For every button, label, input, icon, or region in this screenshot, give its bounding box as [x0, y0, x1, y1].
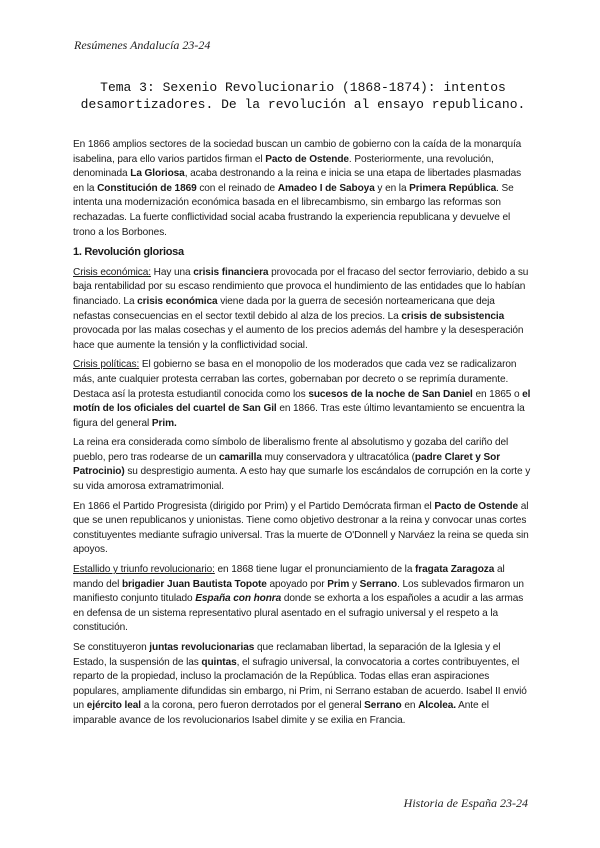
paragraph-crisis-economica: Crisis económica: Hay una crisis financiera provocada por el fracaso del sector ferroviario, debido a su baja rentabilidad por su escaso rendimiento que provoca el hundimiento de las entidades que lo habían financiado. La crisis económica viene dada por la guerra de secesión norteamericana que deja nefastas consecuencias en el sector textil debido al alza de los precios. La crisis de subsistencia provocada por las malas cosechas y el aumento de los precios además del hambre y la desesperación hace que aumente la tensión y la conflictividad social. — [73, 266, 529, 351]
document-body — [73, 138, 533, 734]
document-title: Tema 3: Sexenio Revolucionario (1868-1874): intentos desamortizadores. De la revolución al ensayo republicano. — [80, 80, 526, 112]
intro-paragraph: En 1866 amplios sectores de la sociedad buscan un cambio de gobierno con la caída de la monarquía isabelina, para ello varios partidos firman el Pacto de Ostende. Posteriormente, una revolución, denominada La Gloriosa, acaba destronando a la reina e inicia se una etapa de libertades plasmadas en la Constitución de 1869 con el reinado de Amadeo I de Saboya y en la Primera República. Se intenta una modernización económica basada en el librecambismo, sin embargo las reformas son rechazadas. La fuerte conflictividad social acaba frustrando la experiencia republicana y devuelve el trono a los Borbones. — [73, 139, 522, 238]
section-heading: 1. Revolución gloriosa — [73, 246, 184, 259]
page-header: Resúmenes Andalucía 23-24 — [74, 38, 211, 52]
paragraph-label: Crisis políticas: — [73, 359, 140, 371]
paragraph-label: Crisis económica: — [73, 266, 151, 278]
paragraph-label: Estallido y triunfo revolucionario: — [73, 564, 215, 576]
paragraph-estallido: Estallido y triunfo revolucionario: en 1868 tiene lugar el pronunciamiento de la fragata Zaragoza al mando del brigadier Juan Bautista Topote apoyado por Prim y Serrano. Los sublevados firmaron un manifiesto conjunto titulado España con honra donde se exhorta a los españoles a acudir a las armas en defensa de un sistema representativo plural asentado en el sufragio universal y el respeto a la constitución. — [73, 564, 524, 634]
paragraph-reina: La reina era considerada como símbolo de liberalismo frente al absolutismo y gozaba del cariño del pueblo, pero tras rodearse de un camarilla muy conservadora y ultracatólica (padre Claret y Sor Patrocinio) su desprestigio aumenta. A esto hay que sumarle los escándalos de corrupción en la corte y su vida amorosa extramatrimonial. — [73, 437, 531, 493]
page-footer: Historia de España 23-24 — [403, 796, 528, 810]
paragraph-crisis-politicas: Crisis políticas: El gobierno se basa en el monopolio de los moderados que cada vez se radicalizaron más, ante cualquier protesta cerraban las cortes, gobernaban por decreto o se reprimía duramente. Destaca así la protesta estudiantil conocida como los sucesos de la noche de San Daniel en 1865 o el motín de los oficiales del cuartel de San Gil en 1866. Tras este último levantamiento se encuentra la figura del general Prim. — [73, 359, 531, 429]
paragraph-juntas: Se constituyeron juntas revolucionarias que reclamaban libertad, la separación de la Iglesia y el Estado, la suspensión de las quintas, el sufragio universal, la convocatoria a cortes contribuyentes, el reparto de la propiedad, incluso la proclamación de la República. Todas ellas eran aspiraciones populares, ampliamente difundidas sin embargo, ni Prim, ni Serrano estaban de acuerdo. Isabel II envió un ejército leal a la corona, pero fueron derrotados por el general Serrano en Alcolea. Ante el imparable avance de los revolucionarios Isabel dimite y se exilia en Francia. — [73, 642, 527, 726]
paragraph-pacto-ostende: En 1866 el Partido Progresista (dirigido por Prim) y el Partido Demócrata firman el Pacto de Ostende al que se unen republicanos y unionistas. Tiene como objetivo destronar a la reina y convocar unas cortes constituyentes mediante sufragio universal. Tras la muerte de O'Donnell y Narváez la reina se queda sin apoyos. — [73, 500, 529, 556]
